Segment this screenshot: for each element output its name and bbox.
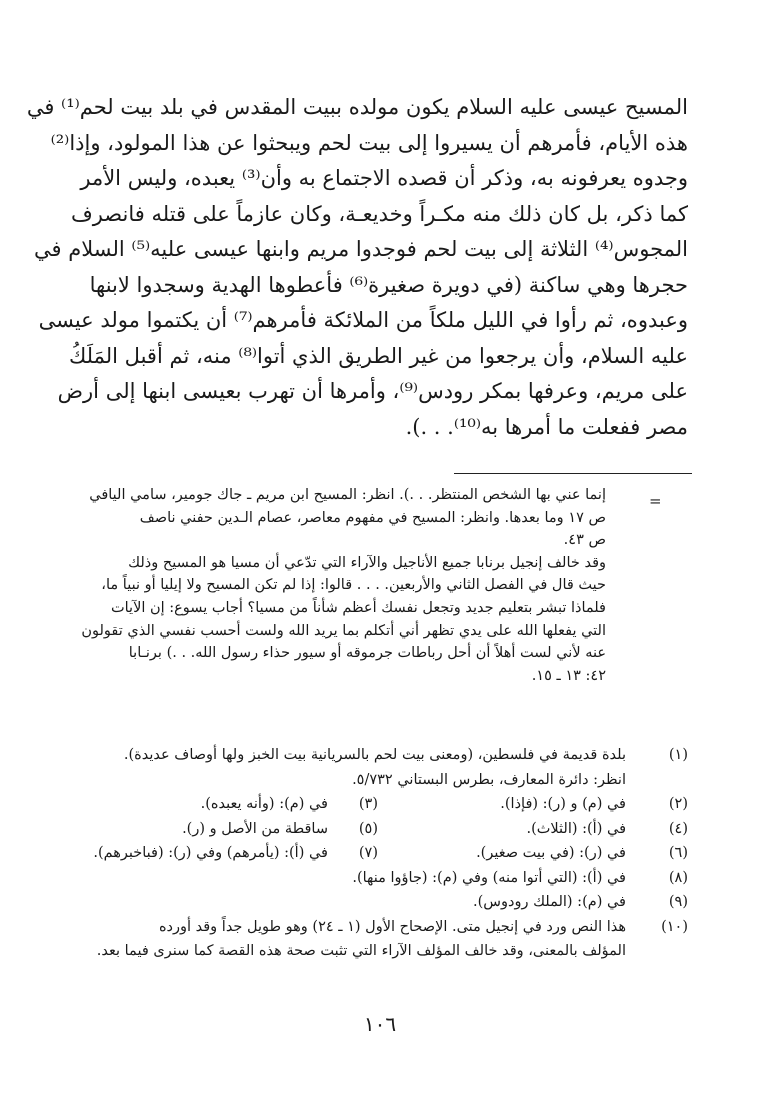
footnote-text: في (ر): (في بيت صغير). [476,845,626,861]
footnote-number: (٢) [668,796,688,812]
footnote-text: في (م) و (ر): (فإذا). [500,796,626,812]
footnote-8 [82,866,688,891]
footnote-number: (٣) [358,796,378,812]
main-text-line: وعبدوه، ثم رأوا في الليل ملكاً من الملائكة فأمرهم⁽⁷⁾ أن يكتموا مولد عيسى [38,308,688,332]
main-text-line: عليه السلام، وأن يرجعوا من غير الطريق الذي أتوا⁽⁸⁾ منه، ثم أقبل المَلَكُ [68,343,688,368]
footnote-10 [82,915,688,940]
footnote-line: عنه لأني لست أهلاً أن أحل رباطات جرموقه أو سيور حذاء رسول الله. . .) برنـابا [128,645,606,662]
footnote-number: (٦) [668,845,688,861]
main-text-line: مصر ففعلت ما أمرها به⁽¹⁰⁾. . .). [405,414,688,439]
main-text-line: المسيح عيسى عليه السلام يكون مولده ببيت المقدس في بلد بيت لحم⁽¹⁾ في [26,95,688,119]
main-text-line: وجدوه يعرفونه به، وذكر أن قصده الاجتماع به وأن⁽³⁾ يعبده، وليس الأمر [80,166,688,190]
footnote-number: (١) [668,747,688,763]
main-text-line: المجوس⁽⁴⁾ الثلاثة إلى بيت لحم فوجدوا مريم وابنها عيسى عليه⁽⁵⁾ السلام في [34,237,688,261]
footnote-text: في (م): (وأنه يعبده). [200,796,328,812]
footnote-line: التي يفعلها الله على يدي تظهر أني أتكلم بما يريد الله ولست أحسب نفسي الذي تقولون [81,622,606,639]
footnote-number: (٤) [668,820,688,837]
page-number: ١٠٦ [363,1012,397,1036]
footnote-continuation [82,484,606,687]
footnote-line: حيث قال في الفصل الثاني والأربعين. . . . قالوا: إذا لم تكن المسيح ولا إيليا أو نبياً ما، [101,577,606,594]
footnote-line: ص ١٧ وما بعدها. وانظر: المسيح في مفهوم معاصر، عصام الـدين حفني ناصف [139,509,606,526]
footnote-separator [454,473,692,474]
footnote-text: بلدة قديمة في فلسطين، (ومعنى بيت لحم بالسريانية بيت الخبز ولها أوصاف عديدة). [123,747,626,763]
footnote-text: في (م): (الملك رودوس). [473,894,626,910]
main-text-line: حجرها وهي ساكنة (في دويرة صغيرة⁽⁶⁾ فأعطوها الهدية وسجدوا لابنها [89,272,688,297]
main-text [26,90,688,445]
footnote-number: (٥) [358,820,378,837]
footnote-row-2-3 [82,792,688,817]
main-text-line: كما ذكر، بل كان ذلك منه مكـراً وخديعـة، وكان عازماً على قتله فانصرف [70,201,688,226]
footnote-text: هذا النص ورد في إنجيل متى. الإصحاح الأول (١ ـ ٢٤) وهو طويل جداً وقد أورده [158,918,626,935]
footnote-10-continued [82,939,688,964]
footnote-line: ص ٤٣. [563,532,606,549]
footnote-1 [82,743,688,768]
footnote-9 [82,890,688,915]
footnote-line: ٤٢: ١٣ ـ ١٥. [531,667,606,684]
footnote-text: في (أ): (التي أتوا منه) وفي (م): (جاؤوا منها). [352,869,626,886]
footnote-text: في (أ): (يأمرهم) وفي (ر): (فباخبرهم). [93,845,328,861]
footnote-line: فلماذا تبشر بتعليم جديد وتجعل نفسك أعظم شأناً من مسيا؟ أجاب يسوع: إن الآيات [110,599,606,616]
footnote-text: ساقطة من الأصل و (ر). [182,820,328,837]
footnotes [82,743,688,964]
footnote-row-4-5 [82,817,688,842]
footnote-number: (٩) [668,894,688,910]
footnote-number: (٧) [358,845,378,861]
footnote-row-6-7 [82,841,688,866]
main-text-line: هذه الأيام، فأمرهم أن يسيروا إلى بيت لحم ويبحثوا عن هذا المولود، وإذا⁽²⁾ [50,130,688,155]
footnote-text: في (أ): (الثلاث). [526,820,626,837]
footnote-number: (١٠) [661,918,688,935]
footnote-line: إنما عني بها الشخص المنتظر. . .). انظر: المسيح ابن مريم ـ جاك جومير، سامي اليافي [89,487,606,503]
continuation-mark: = [649,492,662,510]
footnote-1-continued [82,768,688,793]
footnote-number: (٨) [668,869,688,886]
footnote-line: وقد خالف إنجيل برنابا جميع الأناجيل والآراء التي تدّعي أن مسيا هو المسيح وذلك [128,554,606,571]
main-text-line: على مريم، وعرفها بمكر رودس⁽⁹⁾، وأمرها أن تهرب بعيسى ابنها إلى أرض [57,379,688,403]
footnote-text: انظر: دائرة المعارف، بطرس البستاني ٥/٧٣٢. [352,771,626,788]
footnote-text: المؤلف بالمعنى، وقد خالف المؤلف الآراء التي تثبت صحة هذه القصة كما سنرى فيما بعد. [96,943,626,959]
